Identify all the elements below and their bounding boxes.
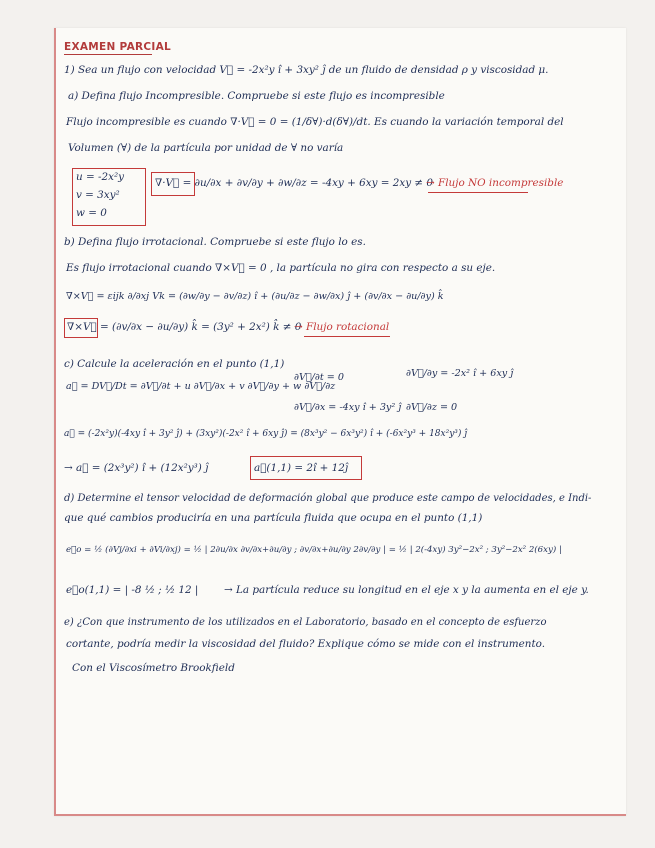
component-u: u = -2x²y xyxy=(76,171,125,183)
divergence-calculation: ∇·V⃗ = ∂u/∂x + ∂v/∂y + ∂w/∂z = -4xy + 6xy = 2xy ≠ 0 xyxy=(155,177,434,189)
component-v: v = 3xy² xyxy=(76,189,120,201)
part-a-result: → Flujo NO incompresible xyxy=(426,177,564,189)
part-a-definition-line2: Volumen (∀) de la partícula por unidad de ∀ no varía xyxy=(68,142,344,154)
part-c-title: c) Calcule la aceleración en el punto (1,1) xyxy=(64,358,285,370)
exam-sheet xyxy=(54,28,626,816)
curl-definition: ∇×V⃗ = εijk ∂/∂xj Vk = (∂w/∂y − ∂v/∂z) î + (∂u/∂z − ∂w/∂x) ĵ + (∂v/∂x − ∂u/∂y) k̂ xyxy=(66,291,444,302)
part-a-definition-line1: Flujo incompresible es cuando ∇·V⃗ = 0 = (1/δ∀)·d(δ∀)/dt. Es cuando la variación temporal del xyxy=(66,116,564,128)
part-a-result-underline xyxy=(428,192,528,193)
part-b-definition: Es flujo irrotacional cuando ∇×V⃗ = 0 , la partícula no gira con respecto a su eje. xyxy=(66,262,496,274)
curl-result: ∇×V⃗ = (∂v/∂x − ∂u/∂y) k̂ = (3y² + 2x²) k̂ ≠ 0 xyxy=(67,321,302,333)
acceleration-expansion: a⃗ = (-2x²y)(-4xy î + 3y² ĵ) + (3xy²)(-2x² î + 6xy ĵ) = (8x³y² − 6x³y²) î + (-6x²y³ + 18x²y³) ĵ xyxy=(64,429,468,439)
question-intro: 1) Sea un flujo con velocidad V⃗ = -2x²y î + 3xy² ĵ de un fluido de densidad ρ y viscosidad μ. xyxy=(64,64,549,76)
part-b-result: → Flujo rotacional xyxy=(294,321,390,333)
part-e-title-line1: e) ¿Con que instrumento de los utilizados en el Laboratorio, basado en el concepto de esfuerzo xyxy=(64,617,547,628)
part-d-title-line2: que qué cambios produciría en una partícula fluida que ocupa en el punto (1,1) xyxy=(64,512,483,524)
part-e-answer: Con el Viscosímetro Brookfield xyxy=(72,662,235,674)
part-b-result-underline xyxy=(304,336,390,337)
partial-x: ∂V⃗/∂x = -4xy î + 3y² ĵ xyxy=(294,402,402,413)
part-e-title-line2: cortante, podría medir la viscosidad del fluido? Explique cómo se mide con el instrumento. xyxy=(66,638,546,650)
part-b-title: b) Defina flujo irrotacional. Compruebe si este flujo lo es. xyxy=(64,236,366,248)
part-a-title: a) Defina flujo Incompresible. Compruebe si este flujo es incompresible xyxy=(68,90,445,102)
acceleration-definition: a⃗ = DV⃗/Dt = ∂V⃗/∂t + u ∂V⃗/∂x + v ∂V⃗/∂y + w ∂V⃗/∂z xyxy=(66,381,336,392)
partial-y: ∂V⃗/∂y = -2x² î + 6xy ĵ xyxy=(406,368,514,379)
acceleration-simplified: → a⃗ = (2x³y²) î + (12x²y³) ĵ xyxy=(64,462,209,474)
component-w: w = 0 xyxy=(76,207,107,219)
strain-rate-at-point: e⃗o(1,1) = | -8 ½ ; ½ 12 | xyxy=(66,584,199,596)
exam-header: EXAMEN PARCIAL xyxy=(64,41,172,53)
partial-t: ∂V⃗/∂t = 0 xyxy=(294,372,344,383)
partial-z: ∂V⃗/∂z = 0 xyxy=(406,402,458,413)
acceleration-at-point: a⃗(1,1) = 2î + 12ĵ xyxy=(254,462,349,474)
part-d-title-line1: d) Determine el tensor velocidad de deformación global que produce este campo de velocidades, e Indi- xyxy=(64,493,592,504)
part-d-conclusion: → La partícula reduce su longitud en el eje x y la aumenta en el eje y. xyxy=(224,584,589,596)
header-underline xyxy=(64,54,152,55)
strain-rate-tensor: e⃗o = ½ (∂Vj/∂xi + ∂Vi/∂xj) = ½ | 2∂u/∂x ∂v/∂x+∂u/∂y ; ∂v/∂x+∂u/∂y 2∂v/∂y | = ½ | 2(-4xy) 3y²−2x² ; 3y²−2x² 2(6xy) | xyxy=(66,545,562,555)
